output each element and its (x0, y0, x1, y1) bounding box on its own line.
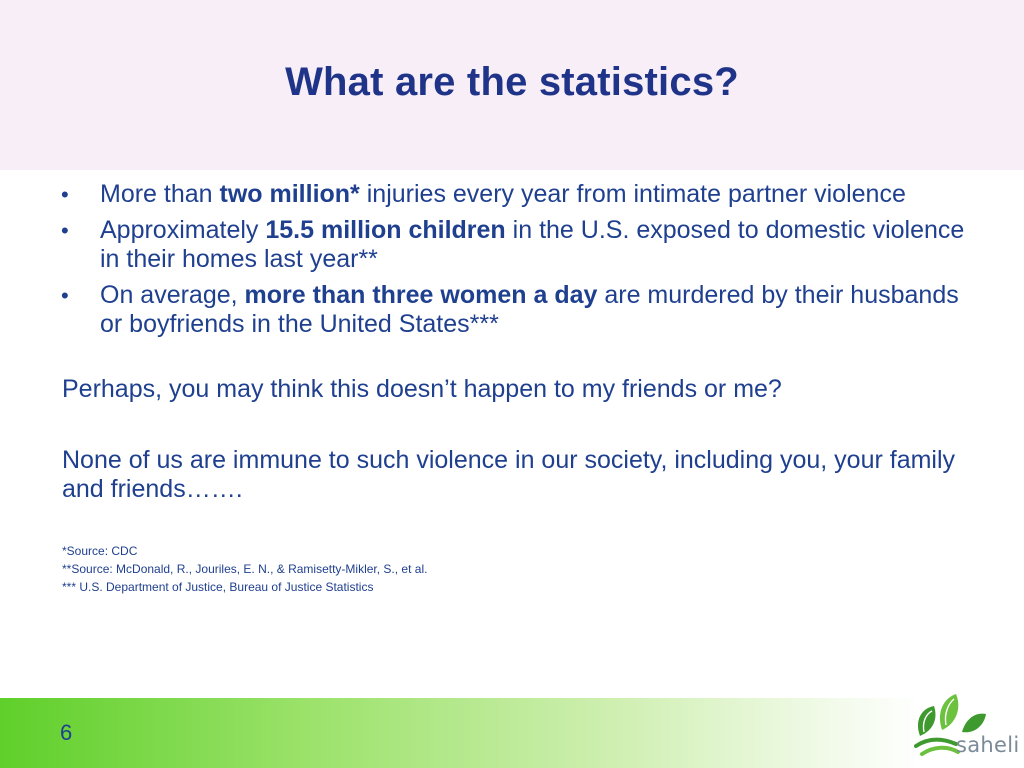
bullet-emphasis: more than three women a day (244, 281, 598, 309)
bullet-text: are murdered by their husbands or boyfriends in the United States*** (100, 281, 959, 338)
bullet-item (62, 180, 982, 209)
slide-title: What are the statistics? (285, 60, 739, 104)
paragraph-question: Perhaps, you may think this doesn’t happen to my friends or me? (62, 375, 782, 403)
source-line: **Source: McDonald, R., Jouriles, E. N., & Ramisetty-Mikler, S., et al. (62, 562, 428, 576)
bullet-item (62, 281, 982, 339)
source-line: *** U.S. Department of Justice, Bureau of Justice Statistics (62, 580, 374, 594)
paragraph-statement: None of us are immune to such violence in our society, including you, your family and friends……. (62, 446, 956, 503)
slide-content (62, 180, 982, 596)
bullet-item (62, 216, 982, 274)
bullet-text: More than (100, 180, 220, 208)
footer-band (0, 698, 1024, 768)
bullet-icon: • (61, 182, 69, 207)
logo-text: saheli (956, 733, 1020, 757)
bullet-icon: • (61, 283, 69, 308)
bullet-icon: • (61, 218, 69, 243)
bullet-emphasis: 15.5 million children (265, 216, 506, 244)
bullet-text: in the U.S. exposed to domestic violence in their homes last year** (100, 216, 965, 273)
title-band (0, 0, 1024, 170)
bullet-text: Approximately (100, 216, 266, 244)
bullet-text: injuries every year from intimate partner violence (359, 180, 906, 208)
source-line: *Source: CDC (62, 544, 138, 558)
sources-list (62, 542, 982, 596)
bullet-emphasis: two million* (219, 180, 360, 208)
page-number: 6 (60, 720, 73, 745)
bullet-text: On average, (100, 281, 245, 309)
bullet-list (62, 180, 982, 339)
